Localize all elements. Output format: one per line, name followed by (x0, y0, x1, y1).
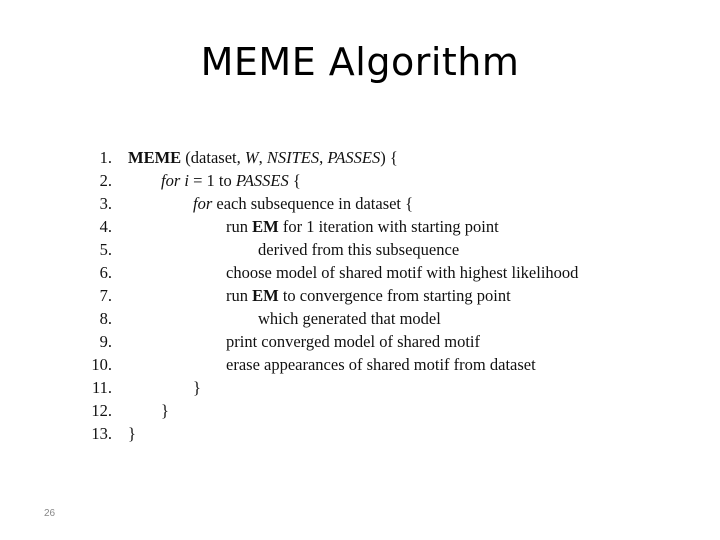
line-number: 5. (99, 240, 112, 259)
closing-brace: } (161, 401, 169, 420)
code-line-11 (80, 376, 640, 399)
keyword-for: for (193, 194, 213, 213)
code-line-13 (80, 422, 640, 445)
line-number: 7. (99, 286, 112, 305)
page-number: 26 (44, 508, 56, 519)
line-text: MEME (dataset, W, NSITES, PASSES) { (128, 148, 398, 167)
line-number: 9. (99, 332, 112, 351)
line-text: run EM to convergence from starting point (226, 286, 511, 305)
line-number: 3. (99, 194, 112, 213)
param-w: W (244, 148, 259, 167)
code-line-9 (80, 330, 640, 353)
line-number: 13. (91, 424, 112, 443)
line-number: 2. (99, 171, 112, 190)
line-number: 4. (99, 217, 112, 236)
line-number: 6. (99, 263, 112, 282)
code-line-4 (80, 215, 640, 238)
line-number: 8. (99, 309, 112, 328)
procedure-name: MEME (128, 148, 182, 167)
code-line-10 (80, 353, 640, 376)
line-text: which generated that model (258, 309, 441, 328)
code-line-5 (80, 238, 640, 261)
slide-title: MEME Algorithm (200, 40, 520, 84)
em-keyword: EM (252, 286, 279, 305)
closing-brace: } (193, 378, 201, 397)
code-line-6 (80, 261, 640, 284)
line-text: print converged model of shared motif (226, 332, 481, 351)
keyword-for: for (161, 171, 185, 190)
line-text: for i = 1 to PASSES { (161, 171, 301, 190)
code-line-1 (80, 146, 640, 169)
code-line-8 (80, 307, 640, 330)
closing-brace: } (128, 424, 136, 443)
code-line-12 (80, 399, 640, 422)
em-keyword: EM (252, 217, 279, 236)
line-text: for each subsequence in dataset { (193, 194, 414, 213)
code-line-7 (80, 284, 640, 307)
line-number: 1. (99, 148, 112, 167)
algorithm-pseudocode (80, 146, 640, 445)
line-number: 10. (91, 355, 112, 374)
line-number: 12. (91, 401, 112, 420)
line-text: choose model of shared motif with highest likelihood (226, 263, 579, 282)
param-nsites: NSITES (266, 148, 320, 167)
param-passes: PASSES (327, 148, 381, 167)
line-text: derived from this subsequence (258, 240, 460, 259)
line-text: run EM for 1 iteration with starting point (226, 217, 499, 236)
code-line-2 (80, 169, 640, 192)
code-line-3 (80, 192, 640, 215)
line-text: erase appearances of shared motif from dataset (226, 355, 536, 374)
line-number: 11. (91, 378, 112, 397)
